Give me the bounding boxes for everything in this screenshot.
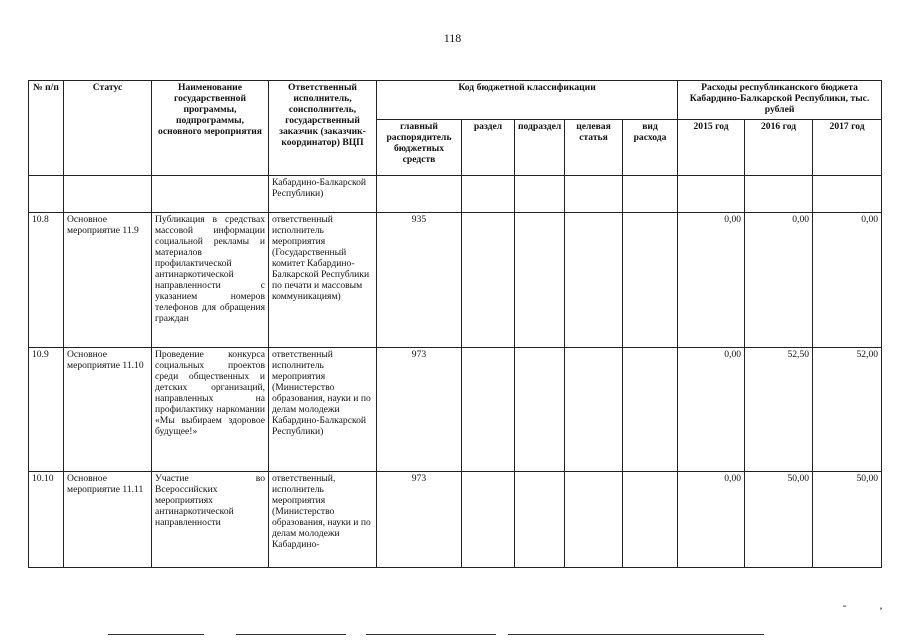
scan-mark: ˗ bbox=[843, 600, 847, 611]
table-row bbox=[29, 213, 882, 348]
cell-status: Основное мероприятие 11.9 bbox=[64, 213, 152, 348]
cell-num: 10.9 bbox=[29, 348, 64, 472]
header-main-admin: главный распорядитель бюджетных средств bbox=[377, 120, 462, 176]
table-row bbox=[29, 472, 882, 568]
header-code-group: Код бюджетной классификации bbox=[377, 81, 678, 120]
cell-executor: ответственный исполнитель мероприятия (Государственный комитет Кабардино-Балкарской Республики по печати и массовым коммуникациям) bbox=[269, 213, 377, 348]
budget-table bbox=[28, 80, 882, 568]
header-2016: 2016 год bbox=[745, 120, 813, 176]
cell-2017: 50,00 bbox=[813, 472, 882, 568]
cell-status: Основное мероприятие 11.11 bbox=[64, 472, 152, 568]
header-2015: 2015 год bbox=[678, 120, 745, 176]
cell-num: 10.8 bbox=[29, 213, 64, 348]
table-row bbox=[29, 348, 882, 472]
cell-name: Публикация в средствах массовой информации социальной рекламы и материалов профилактической антинаркотической направленности с указанием номеров телефонов для обращения граждан bbox=[152, 213, 269, 348]
header-expense-group: Расходы республиканского бюджета Кабардино-Балкарской Республики, тыс. рублей bbox=[678, 81, 882, 120]
header-section: раздел bbox=[462, 120, 515, 176]
header-subsection: подраздел bbox=[515, 120, 565, 176]
cell-num: 10.10 bbox=[29, 472, 64, 568]
signature-line bbox=[236, 634, 346, 635]
cell-status: Основное мероприятие 11.10 bbox=[64, 348, 152, 472]
cell-main-admin: 973 bbox=[377, 348, 462, 472]
cell-name: Участие во Всероссийских мероприятиях антинаркотической направленности bbox=[152, 472, 269, 568]
cell-2016: 52,50 bbox=[745, 348, 813, 472]
header-executor: Ответственный исполнитель, соисполнитель, государственный заказчик (заказчик-координатор) ВЦП bbox=[269, 81, 377, 176]
cell-2017: 0,00 bbox=[813, 213, 882, 348]
scan-mark: , bbox=[880, 602, 882, 611]
table-row-continuation bbox=[29, 176, 882, 213]
cell-2015: 0,00 bbox=[678, 472, 745, 568]
cell-2016: 0,00 bbox=[745, 213, 813, 348]
cell-2017: 52,00 bbox=[813, 348, 882, 472]
header-row-1 bbox=[29, 81, 882, 120]
cell-executor: ответственный, исполнитель мероприятия (Министерство образования, науки и по делам молодежи Кабардино- bbox=[269, 472, 377, 568]
signature-line bbox=[366, 634, 496, 635]
signature-line bbox=[508, 634, 764, 635]
header-target-item: целевая статья bbox=[565, 120, 623, 176]
cell-name: Проведение конкурса социальных проектов среди общественных и детских организаций, направленных на профилактику наркомании «Мы выбираем здоровое будущее!» bbox=[152, 348, 269, 472]
header-expense-type: вид расхода bbox=[623, 120, 678, 176]
page-number: 118 bbox=[443, 31, 462, 45]
cell-2015: 0,00 bbox=[678, 348, 745, 472]
header-name: Наименование государственной программы, подпрограммы, основного мероприятия bbox=[152, 81, 269, 176]
cell-main-admin: 935 bbox=[377, 213, 462, 348]
header-2017: 2017 год bbox=[813, 120, 882, 176]
cell-2015: 0,00 bbox=[678, 213, 745, 348]
header-status: Статус bbox=[64, 81, 152, 176]
header-num: № п/п bbox=[29, 81, 64, 176]
cell-main-admin: 973 bbox=[377, 472, 462, 568]
signature-line bbox=[108, 634, 204, 635]
cell-2016: 50,00 bbox=[745, 472, 813, 568]
cell-executor: ответственный исполнитель мероприятия (Министерство образования, науки и по делам молодежи Кабардино-Балкарской Республики) bbox=[269, 348, 377, 472]
cell-executor: Кабардино-Балкарской Республики) bbox=[269, 176, 377, 213]
